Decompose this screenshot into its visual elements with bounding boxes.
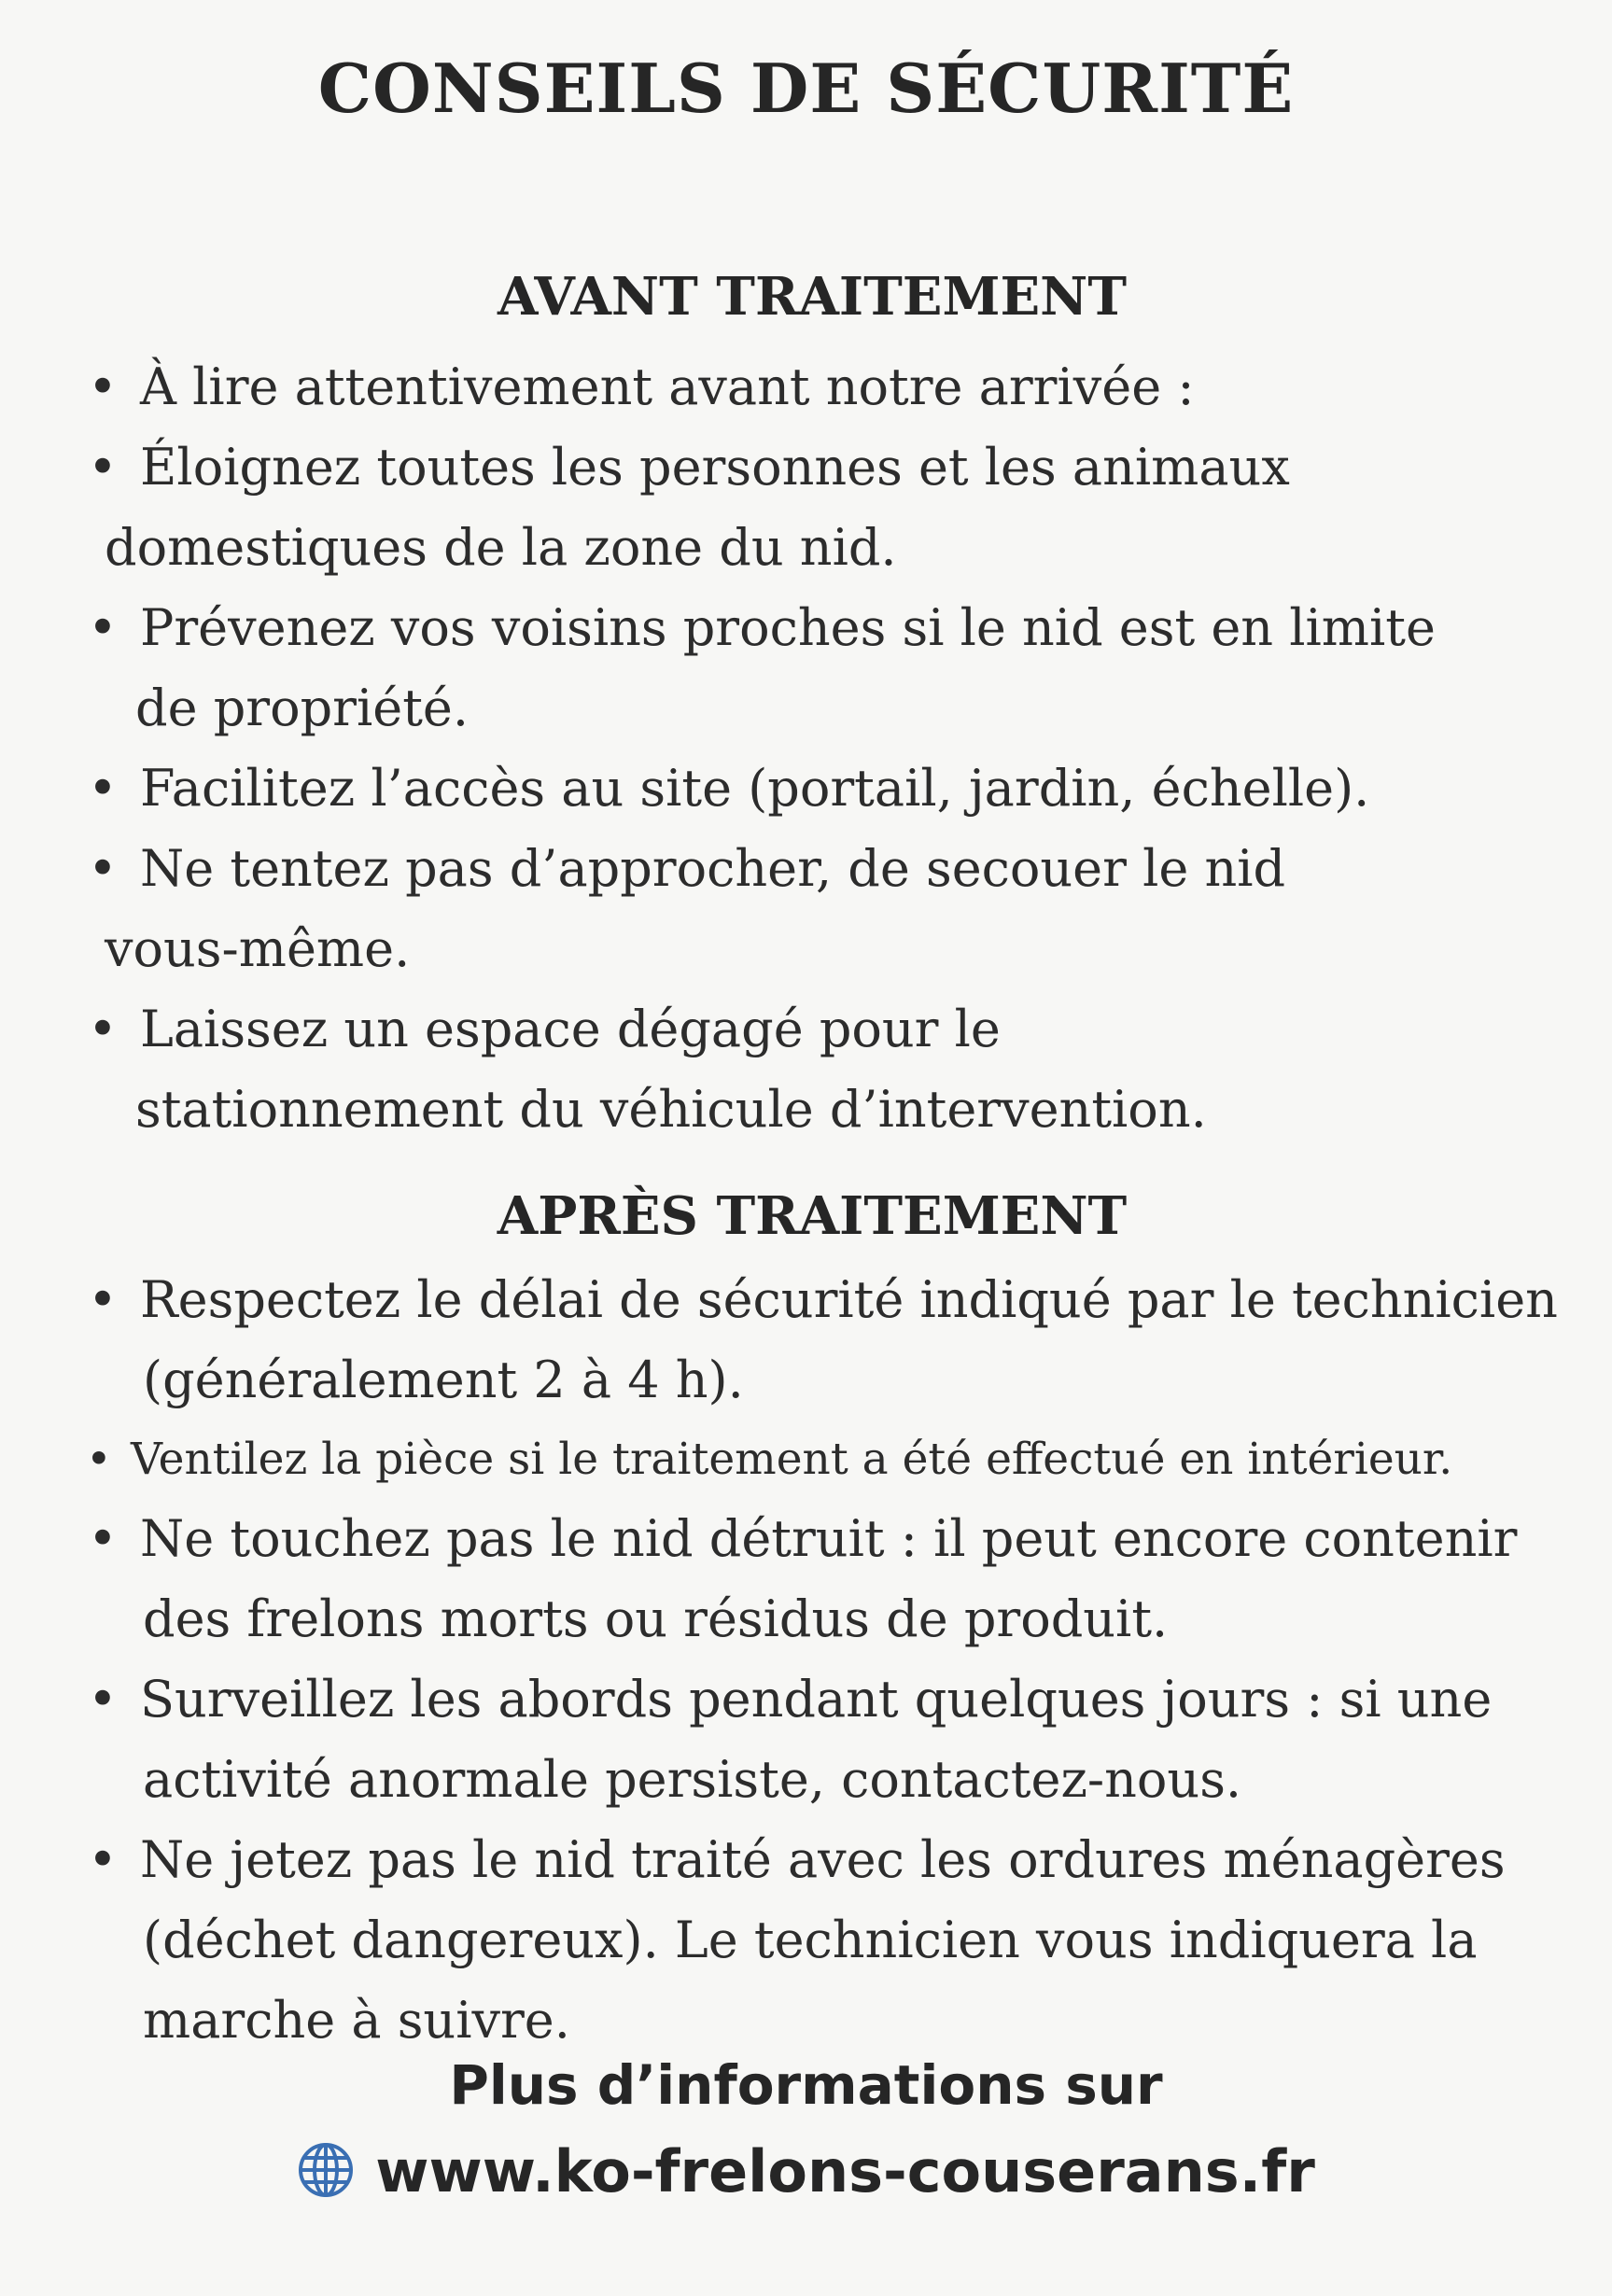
list-item-text: Ne tentez pas d’approcher, de secouer le nid (140, 839, 1286, 898)
after-treatment-list (0, 1260, 1612, 2061)
list-item-text: Facilitez l’accès au site (portail, jardin, échelle). (140, 759, 1370, 818)
list-item-text-continued: domestiques de la zone du nid. (105, 518, 897, 577)
list-item (0, 749, 1612, 829)
list-item-text-continued: activité anormale persiste, contactez-nous. (143, 1750, 1242, 1809)
list-item-text-continued: vous-même. (105, 919, 411, 978)
list-item-text: Prévenez vos voisins proches si le nid est en limite (140, 598, 1436, 657)
list-item-text: Ne touchez pas le nid détruit : il peut encore contenir (140, 1509, 1518, 1568)
list-item-text-continued: (généralement 2 à 4 h). (143, 1351, 744, 1409)
bullet-icon: • (88, 438, 118, 497)
list-item-text-continued: marche à suivre. (143, 1991, 570, 2050)
list-item-text: Éloignez toutes les personnes et les animaux (140, 438, 1290, 497)
section-heading-before-treatment: AVANT TRAITEMENT (497, 266, 1128, 328)
list-item (0, 829, 1612, 989)
bullet-icon: • (88, 598, 118, 657)
list-item-text: Ventilez la pièce si le traitement a été effectué en intérieur. (131, 1434, 1453, 1485)
list-item (0, 1659, 1612, 1820)
list-item (0, 989, 1612, 1150)
section-heading-after-treatment: APRÈS TRAITEMENT (497, 1185, 1128, 1247)
list-item (0, 347, 1612, 427)
list-item (0, 588, 1612, 749)
bullet-icon: • (88, 357, 118, 416)
list-item (0, 1499, 1612, 1659)
list-item (0, 1820, 1612, 2061)
list-item (0, 427, 1612, 588)
bullet-icon: • (88, 1270, 118, 1329)
list-item-text: Laissez un espace dégagé pour le (140, 1000, 1001, 1058)
page-title: CONSEILS DE SÉCURITÉ (317, 49, 1295, 128)
list-item-text-continued: (déchet dangereux). Le technicien vous indiquera la (143, 1911, 1478, 1969)
bullet-icon: • (88, 759, 118, 818)
more-info-label: Plus d’informations sur (449, 2053, 1163, 2117)
before-treatment-list (0, 347, 1612, 1150)
list-item-text-continued: des frelons morts ou résidus de produit. (143, 1589, 1169, 1648)
list-item-text: Ne jetez pas le nid traité avec les ordures ménagères (140, 1830, 1506, 1889)
bullet-icon: • (88, 1830, 118, 1889)
list-item-text: Surveillez les abords pendant quelques jours : si une (140, 1670, 1493, 1729)
list-item (0, 1260, 1612, 1421)
list-item-text: À lire attentivement avant notre arrivée : (140, 357, 1195, 416)
bullet-icon: • (88, 839, 118, 898)
globe-icon (297, 2141, 355, 2199)
website-line (0, 2137, 1612, 2205)
list-item (0, 1421, 1612, 1499)
bullet-icon: • (88, 1509, 118, 1568)
list-item-text: Respectez le délai de sécurité indiqué par le technicien (140, 1270, 1558, 1329)
list-item-text-continued: de propriété. (135, 679, 470, 737)
bullet-icon: • (86, 1434, 112, 1485)
list-item-text-continued: stationnement du véhicule d’intervention. (135, 1080, 1207, 1139)
bullet-icon: • (88, 1670, 118, 1729)
bullet-icon: • (88, 1000, 118, 1058)
website-link[interactable]: www.ko-frelons-couserans.fr (375, 2137, 1315, 2205)
